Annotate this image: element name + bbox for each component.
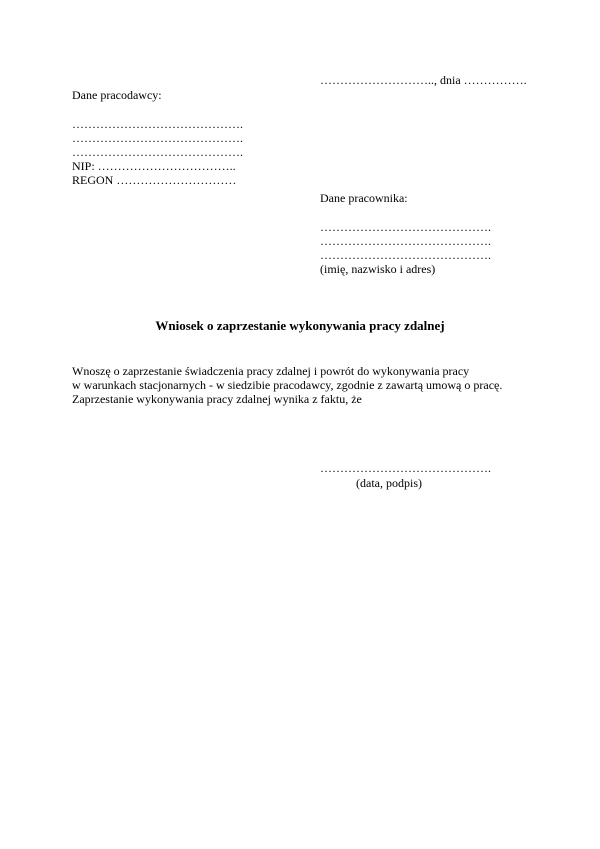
body-line: Zaprzestanie wykonywania pracy zdalnej wynika z faktu, że <box>72 392 362 406</box>
employee-line: ……………………………………. <box>320 234 491 248</box>
document-title: Wniosek o zaprzestanie wykonywania pracy zdalnej <box>155 318 445 333</box>
body-line: w warunkach stacjonarnych - w siedzibie pracodawcy, zgodnie z zawartą umową o pracę. <box>72 378 503 392</box>
employer-regon: REGON ………………………… <box>72 173 237 187</box>
place-date-line: ……………………….., dnia ……………. <box>320 73 527 87</box>
signature-caption: (data, podpis) <box>356 476 422 490</box>
employee-line: ……………………………………. <box>320 220 491 234</box>
employer-nip: NIP: …………………………….. <box>72 159 236 173</box>
employee-caption: (imię, nazwisko i adres) <box>320 262 436 276</box>
employer-line: ……………………………………. <box>72 117 243 131</box>
employee-heading: Dane pracownika: <box>320 191 408 205</box>
body-line: Wnoszę o zaprzestanie świadczenia pracy zdalnej i powrót do wykonywania pracy <box>72 364 470 378</box>
signature-line: ……………………………………. <box>320 461 491 475</box>
employee-line: ……………………………………. <box>320 248 491 262</box>
employer-line: ……………………………………. <box>72 131 243 145</box>
employer-heading: Dane pracodawcy: <box>72 88 162 102</box>
employer-line: ……………………………………. <box>72 145 243 159</box>
